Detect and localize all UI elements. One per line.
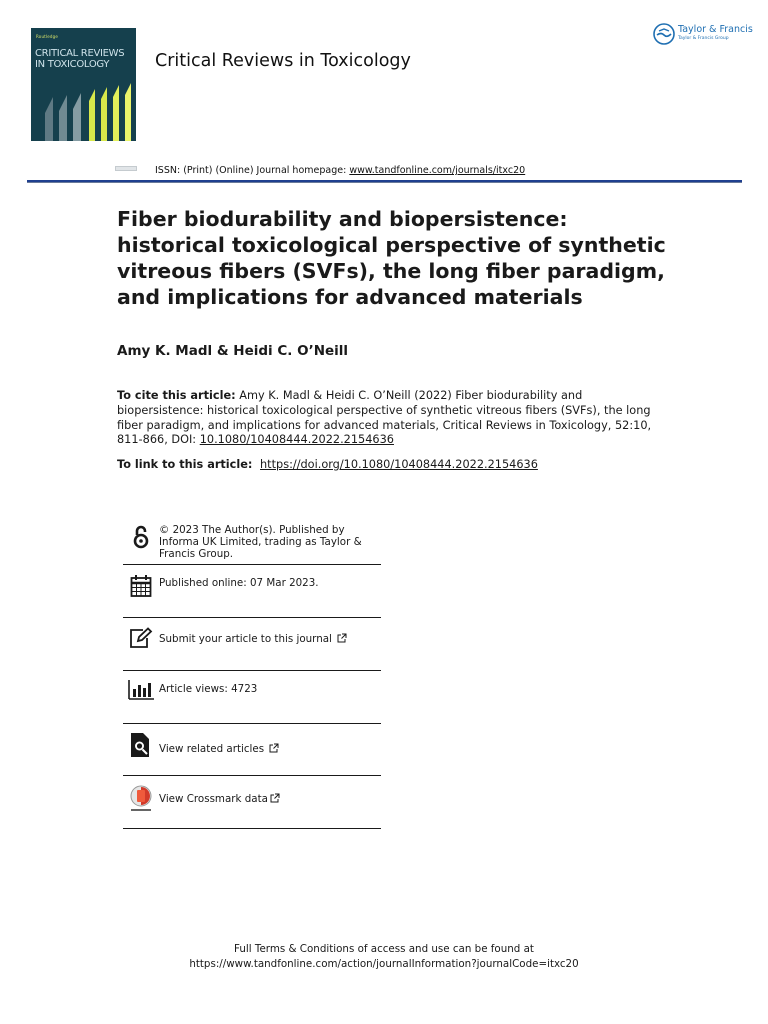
- citation-text: Amy K. Madl & Heidi C. O’Neill (2022) Fiber biodurability and biopersistence: historical toxicological perspective of synthetic vitreous fibers (SVFs), the long fiber paradigm, and implications for advanced materials, Critical Reviews in Toxicology, 52:10, 811-866, DOI:: [117, 389, 652, 447]
- article-link-label: To link to this article:: [117, 458, 253, 471]
- article-info-panel: [123, 516, 381, 829]
- article-authors: Amy K. Madl & Heidi C. O’Neill: [117, 343, 349, 359]
- article-doi-url[interactable]: https://doi.org/10.1080/10408444.2022.2154636: [260, 458, 538, 471]
- related-articles-link[interactable]: [159, 732, 279, 755]
- document-search-icon: [123, 732, 159, 758]
- citation-label: To cite this article:: [117, 389, 236, 402]
- cover-publisher-text: Routledge: [36, 34, 59, 39]
- submit-article-link[interactable]: [159, 626, 347, 645]
- related-row[interactable]: [123, 724, 381, 776]
- terms-text: Full Terms & Conditions of access and use can be found at: [234, 943, 534, 955]
- external-link-icon: [269, 743, 279, 753]
- crossmark-label: View Crossmark data: [159, 793, 268, 805]
- terms-footer: [0, 942, 768, 972]
- journal-title[interactable]: Critical Reviews in Toxicology: [155, 51, 411, 71]
- bar-chart-icon: [123, 679, 159, 701]
- submit-article-label: Submit your article to this journal: [159, 633, 332, 645]
- open-access-icon: [123, 524, 159, 550]
- license-row: [123, 516, 381, 565]
- article-link-line: [117, 458, 538, 471]
- article-title: Fiber biodurability and biopersistence: historical toxicological perspective of synthetic vitreous fibers (SVFs), the long fiber paradigm, and implications for advanced materials: [117, 207, 666, 309]
- citation-block: [117, 389, 652, 448]
- header-rule-shadow: [27, 182, 742, 183]
- crossmark-icon: [123, 786, 159, 812]
- issn-line: [155, 165, 525, 176]
- edit-icon: [123, 626, 159, 650]
- issn-graphic: [115, 166, 137, 171]
- submit-row[interactable]: [123, 618, 381, 671]
- crossmark-row[interactable]: [123, 776, 381, 829]
- terms-url[interactable]: https://www.tandfonline.com/action/journalInformation?journalCode=itxc20: [189, 958, 579, 970]
- cover-title: CRITICAL REVIEWS IN TOXICOLOGY: [35, 48, 125, 70]
- license-text: © 2023 The Author(s). Published by Informa UK Limited, trading as Taylor & Francis Group.: [159, 524, 362, 560]
- crossmark-link[interactable]: [159, 786, 280, 805]
- external-link-icon: [337, 633, 347, 643]
- cover-artwork: [31, 71, 136, 141]
- article-views: Article views: 4723: [159, 683, 258, 695]
- views-row: [123, 671, 381, 724]
- journal-homepage-link[interactable]: www.tandfonline.com/journals/itxc20: [349, 165, 526, 176]
- external-link-icon: [270, 793, 280, 803]
- publisher-group: Taylor & Francis Group: [678, 36, 729, 41]
- published-row: [123, 565, 381, 618]
- issn-text: ISSN: (Print) (Online) Journal homepage:: [155, 165, 350, 176]
- taylor-francis-logo-icon: [652, 22, 676, 46]
- publisher-name: Taylor & Francis: [678, 24, 753, 35]
- publisher-logo[interactable]: [652, 21, 753, 47]
- journal-cover: [31, 28, 136, 141]
- published-date: Published online: 07 Mar 2023.: [159, 577, 319, 589]
- citation-doi-link[interactable]: 10.1080/10408444.2022.2154636: [199, 433, 394, 447]
- related-articles-label: View related articles: [159, 743, 265, 755]
- calendar-icon: [123, 573, 159, 599]
